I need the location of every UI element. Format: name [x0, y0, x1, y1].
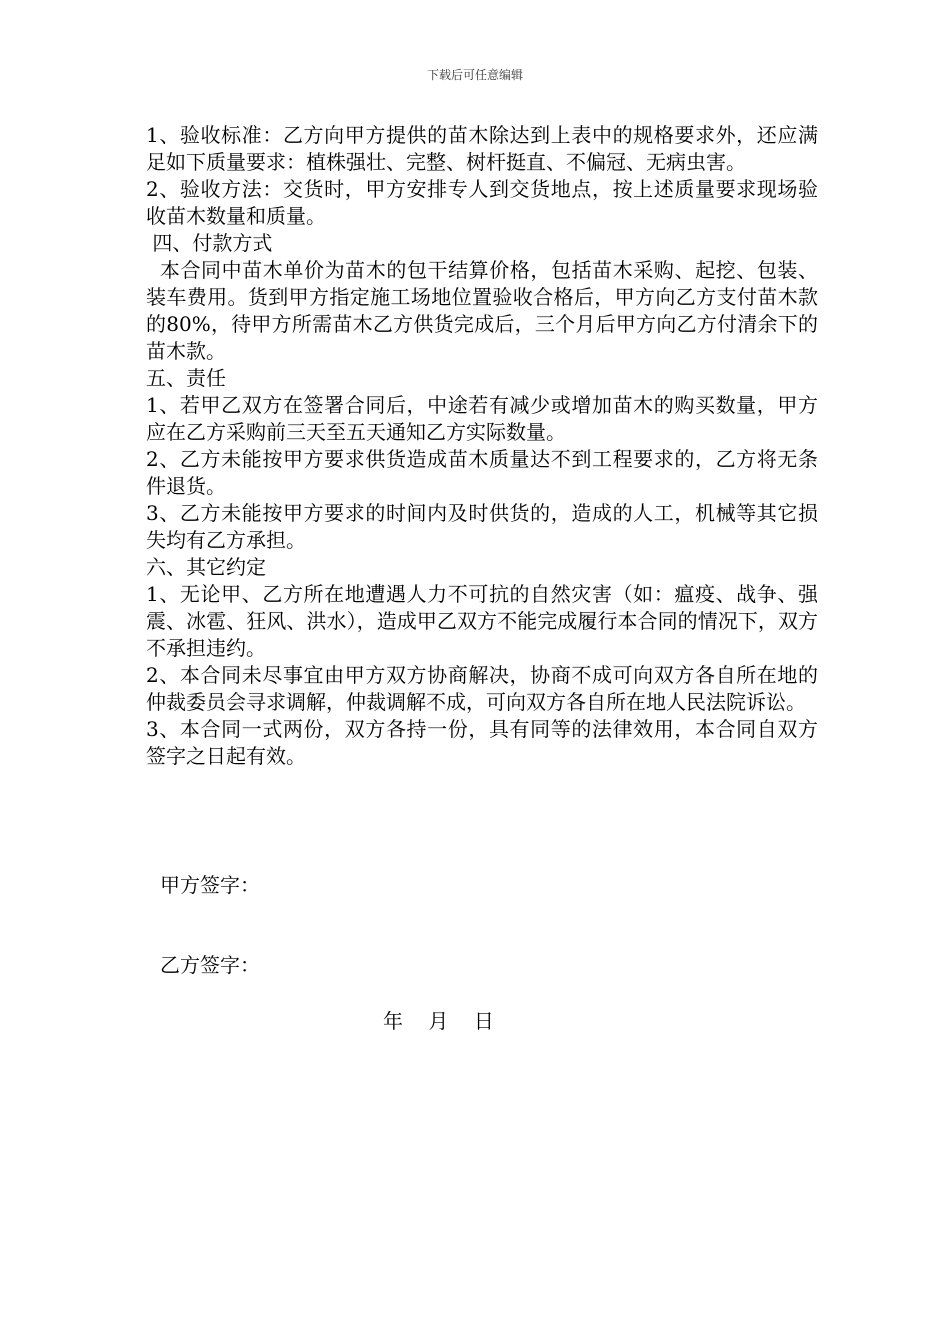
date-line: 年 月 日	[383, 1009, 494, 1033]
clause-liability-3: 3、乙方未能按甲方要求的时间内及时供货的，造成的人工，机械等其它损失均有乙方承担。	[146, 501, 818, 552]
party-a-signature-label: 甲方签字：	[160, 873, 260, 897]
clause-other-2: 2、本合同未尽事宜由甲方双方协商解决，协商不成可向双方各自所在地的仲裁委员会寻求调解，仲裁调解不成，可向双方各自所在地人民法院诉讼。	[146, 663, 818, 714]
clause-liability-2: 2、乙方未能按甲方要求供货造成苗木质量达不到工程要求的，乙方将无条件退货。	[146, 447, 818, 498]
clause-acceptance-method: 2、验收方法：交货时，甲方安排专人到交货地点，按上述质量要求现场验收苗木数量和质量。	[146, 177, 818, 228]
clause-acceptance-standard: 1、验收标准：乙方向甲方提供的苗木除达到上表中的规格要求外，还应满足如下质量要求：植株强壮、完整、树杆挺直、不偏冠、无病虫害。	[146, 123, 818, 174]
clause-other-1: 1、无论甲、乙方所在地遭遇人力不可抗的自然灾害（如：瘟疫、战争、强震、冰雹、狂风、洪水），造成甲乙双方不能完成履行本合同的情况下，双方不承担违约。	[146, 582, 818, 660]
section-heading-payment: 四、付款方式	[146, 231, 273, 255]
page-header: 下载后可任意编辑	[426, 68, 523, 82]
clause-other-3: 3、本合同一式两份，双方各持一份，具有同等的法律效用，本合同自双方签字之日起有效。	[146, 717, 818, 768]
document-body	[146, 122, 818, 770]
section-heading-other: 六、其它约定	[146, 555, 266, 579]
clause-payment: 本合同中苗木单价为苗木的包干结算价格，包括苗木采购、起挖、包装、装车费用。货到甲方指定施工场地位置验收合格后，甲方向乙方支付苗木款的80%，待甲方所需苗木乙方供货完成后，三个月后甲方向乙方付清余下的苗木款。	[146, 258, 819, 363]
clause-liability-1: 1、若甲乙双方在签署合同后，中途若有减少或增加苗木的购买数量，甲方应在乙方采购前三天至五天通知乙方实际数量。	[146, 393, 818, 444]
section-heading-liability: 五、责任	[146, 366, 226, 390]
party-b-signature-label: 乙方签字：	[160, 953, 260, 977]
